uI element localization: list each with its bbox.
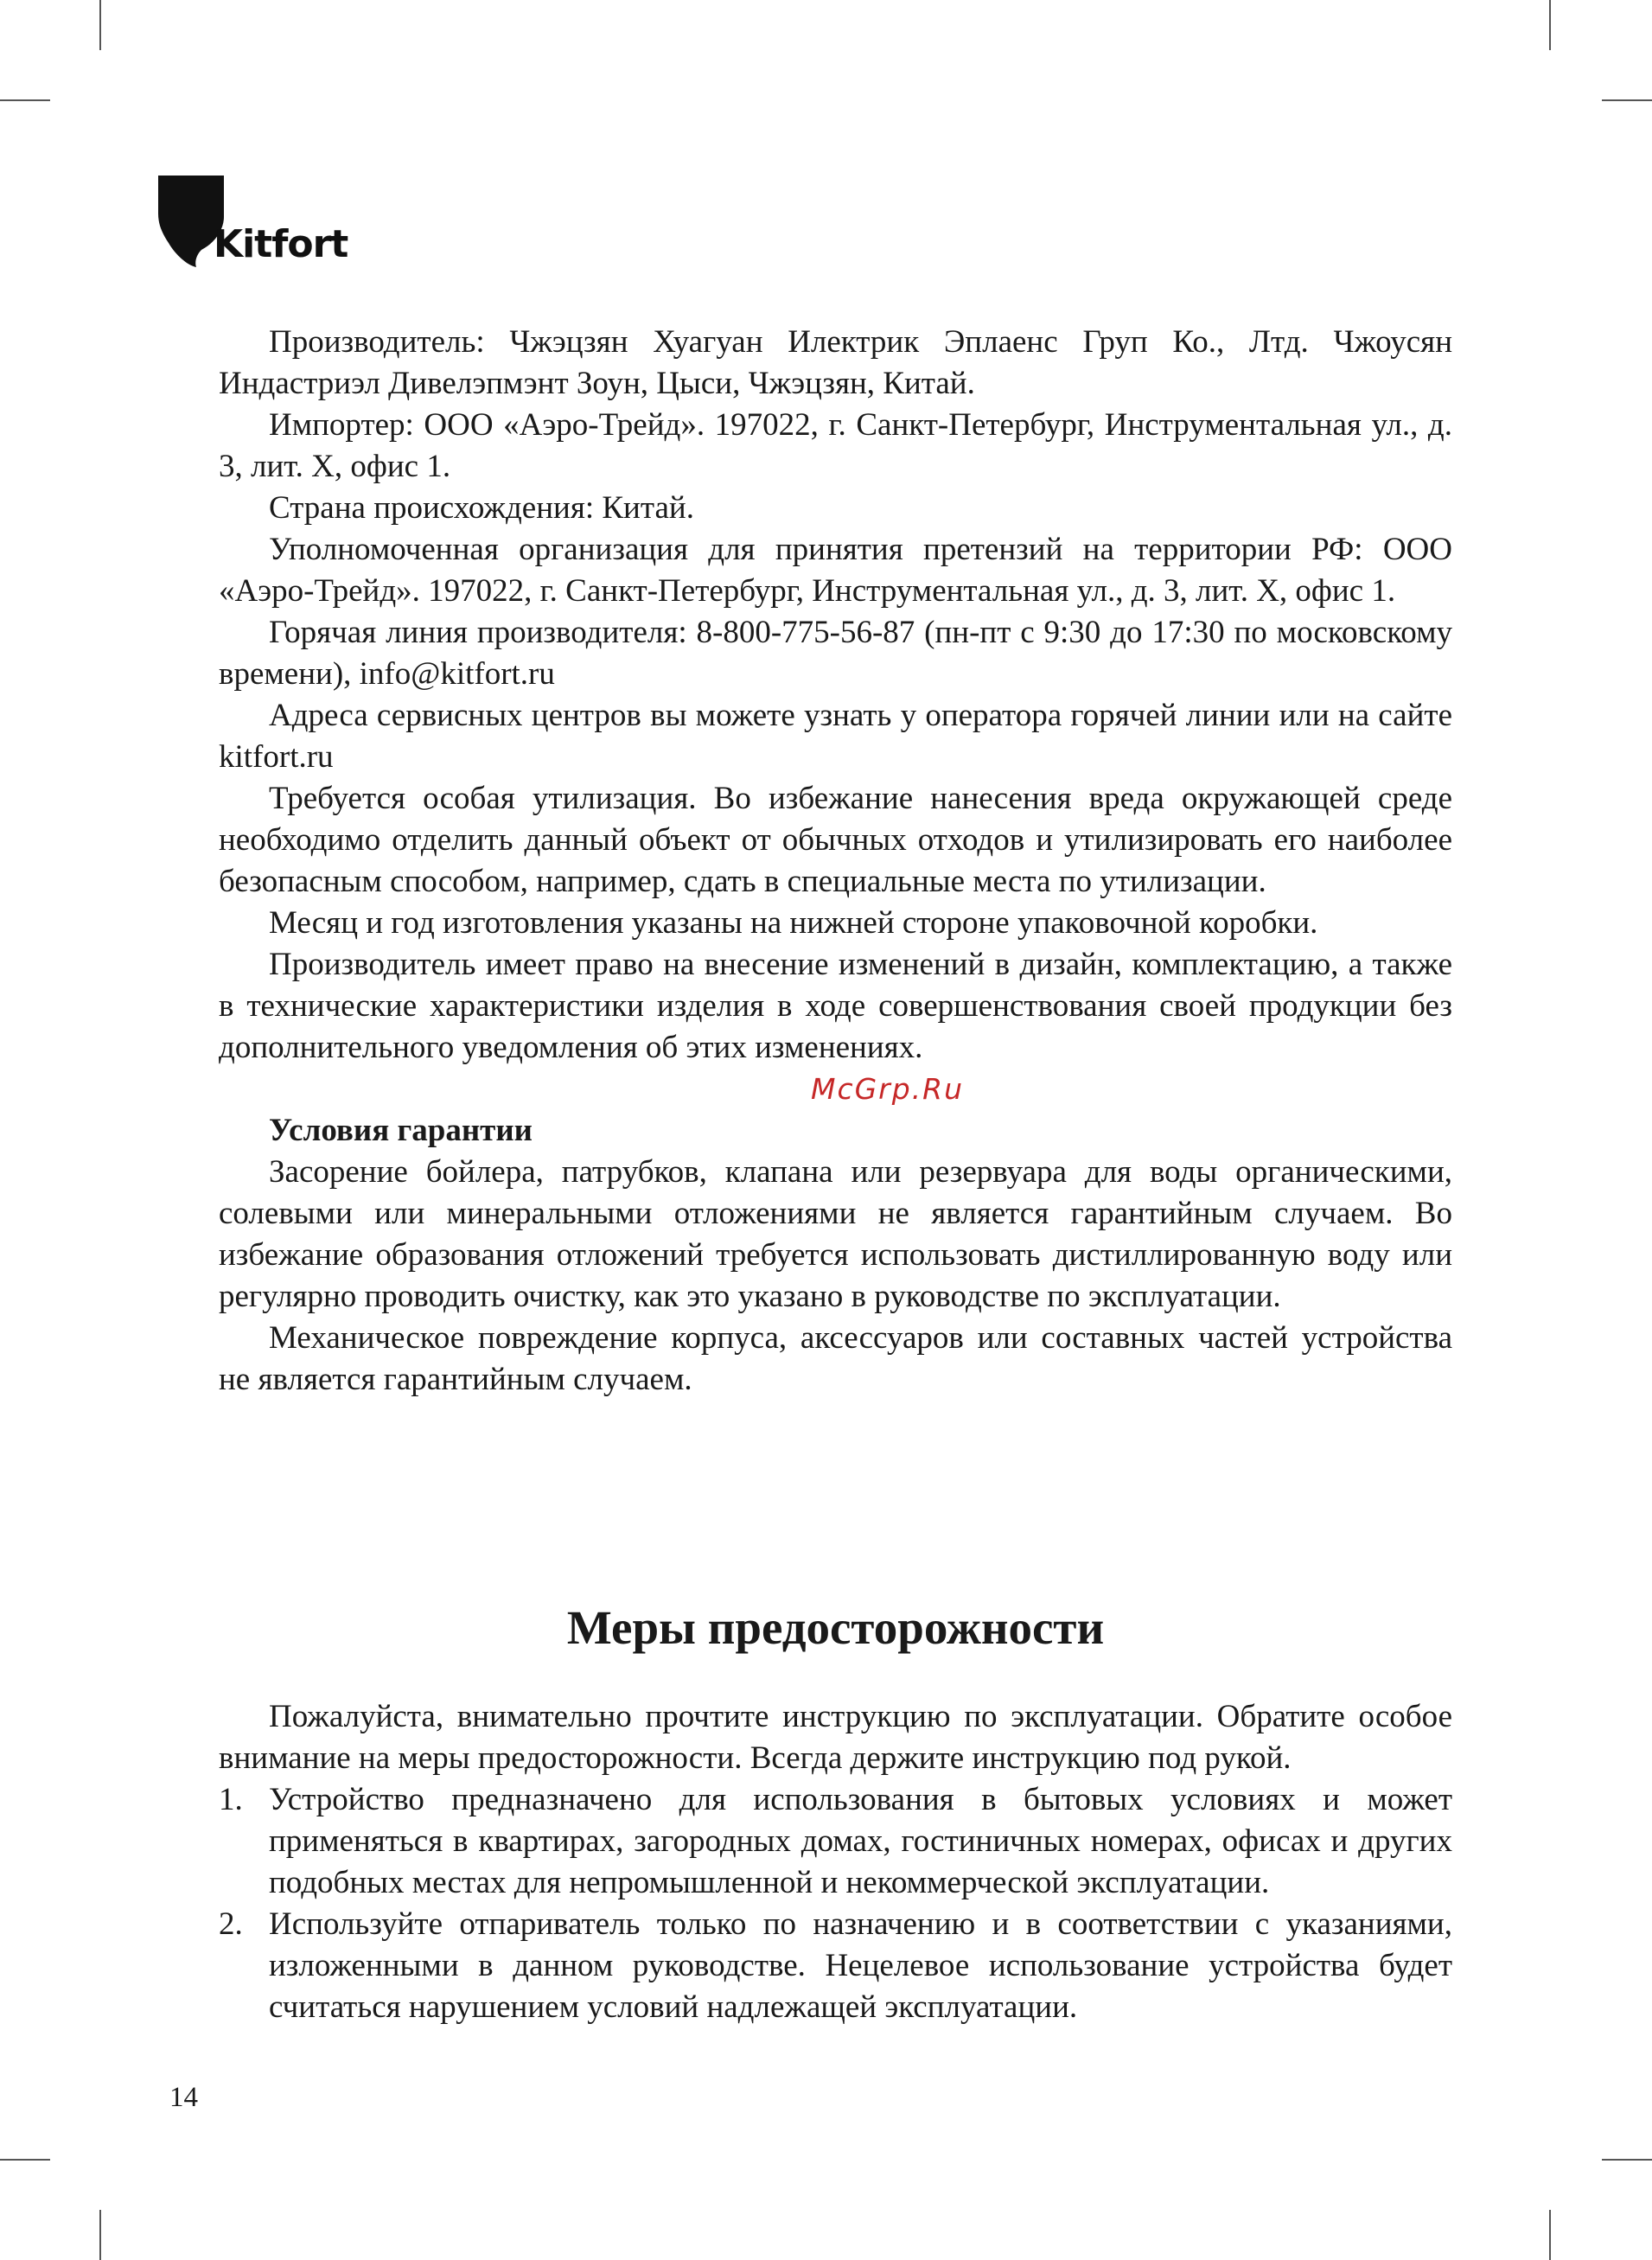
crop-mark [1602,2159,1652,2161]
warranty-paragraph: Механическое повреждение корпуса, аксессуаров или составных частей устройства не является гарантийным случаем. [219,1320,1452,1397]
list-item-number: 2. [219,1906,243,1942]
paragraph-service-centers: Адреса сервисных центров вы можете узнать у оператора горячей линии или на сайте kitfort.ru [219,698,1452,775]
logo-wordmark: Kitfort [214,222,348,266]
paragraph-disposal: Требуется особая утилизация. Во избежание нанесения вреда окружающей среде необходимо отделить данный объект от обычных отходов и утилизировать его наиболее безопасным способом, например, сдать в специальные места по утилизации. [219,781,1452,899]
precautions-section [219,1696,1452,2028]
paragraph-manufacture-date: Месяц и год изготовления указаны на нижней стороне упаковочной коробки. [269,905,1318,941]
crop-mark [1549,0,1551,50]
info-section [219,322,1452,1401]
paragraph-changes: Производитель имеет право на внесение изменений в дизайн, комплектацию, а также в технические характеристики изделия в ходе совершенствования своей продукции без дополнительного уведомления об этих изменениях. [219,947,1452,1065]
paragraph-hotline: Горячая линия производителя: 8-800-775-56-87 (пн-пт с 9:30 до 17:30 по московскому времени), info@kitfort.ru [219,615,1452,692]
crop-mark [1549,2210,1551,2260]
crop-mark [0,99,50,101]
crop-mark [1602,99,1652,101]
warranty-heading: Условия гарантии [269,1113,533,1148]
list-item [219,1779,1452,1904]
paragraph-authorized-org: Уполномоченная организация для принятия претензий на территории РФ: ООО «Аэро-Трейд». 197022, г. Санкт-Петербург, Инструментальная ул., д. 3, лит. Х, офис 1. [219,532,1452,609]
warranty-paragraph: Засорение бойлера, патрубков, клапана или резервуара для воды органическими, солевыми или минеральными отложениями не является гарантийным случаем. Во избежание образования отложений требуется использовать дистиллированную воду или регулярно проводить очистку, как это указано в руководстве по эксплуатации. [219,1154,1452,1314]
list-item-text: Используйте отпариватель только по назначению и в соответствии с указаниями, изложенными в данном руководстве. Нецелевое использование устройства будет считаться нарушением условий надлежащей эксплуатации. [269,1906,1452,2025]
list-item [219,1904,1452,2028]
list-item-text: Устройство предназначено для использования в бытовых условиях и может применяться в квартирах, загородных домах, гостиничных номерах, офисах и других подобных местах для непромышленной и некоммерческой эксплуатации. [269,1782,1452,1900]
brand-logo [158,176,348,271]
precautions-list [219,1779,1452,2028]
precautions-intro: Пожалуйста, внимательно прочтите инструкцию по эксплуатации. Обратите особое внимание на меры предосторожности. Всегда держите инструкцию под рукой. [219,1699,1452,1776]
crop-mark [99,0,101,50]
page-number: 14 [169,2082,198,2113]
list-item-number: 1. [219,1782,243,1817]
paragraph-importer: Импортер: ООО «Аэро-Трейд». 197022, г. Санкт-Петербург, Инструментальная ул., д. 3, лит. Х, офис 1. [219,407,1452,484]
paragraph-manufacturer: Производитель: Чжэцзян Хуагуан Илектрик Эплаенс Груп Ко., Лтд. Чжоусян Индастриэл Дивелэпмэнт Зоун, Цыси, Чжэцзян, Китай. [219,324,1452,401]
watermark: McGrp.Ru [810,1072,965,1106]
section-title: Меры предосторожности [566,1601,1105,1654]
crop-mark [0,2159,50,2161]
paragraph-country: Страна происхождения: Китай. [269,490,694,526]
crop-mark [99,2210,101,2260]
